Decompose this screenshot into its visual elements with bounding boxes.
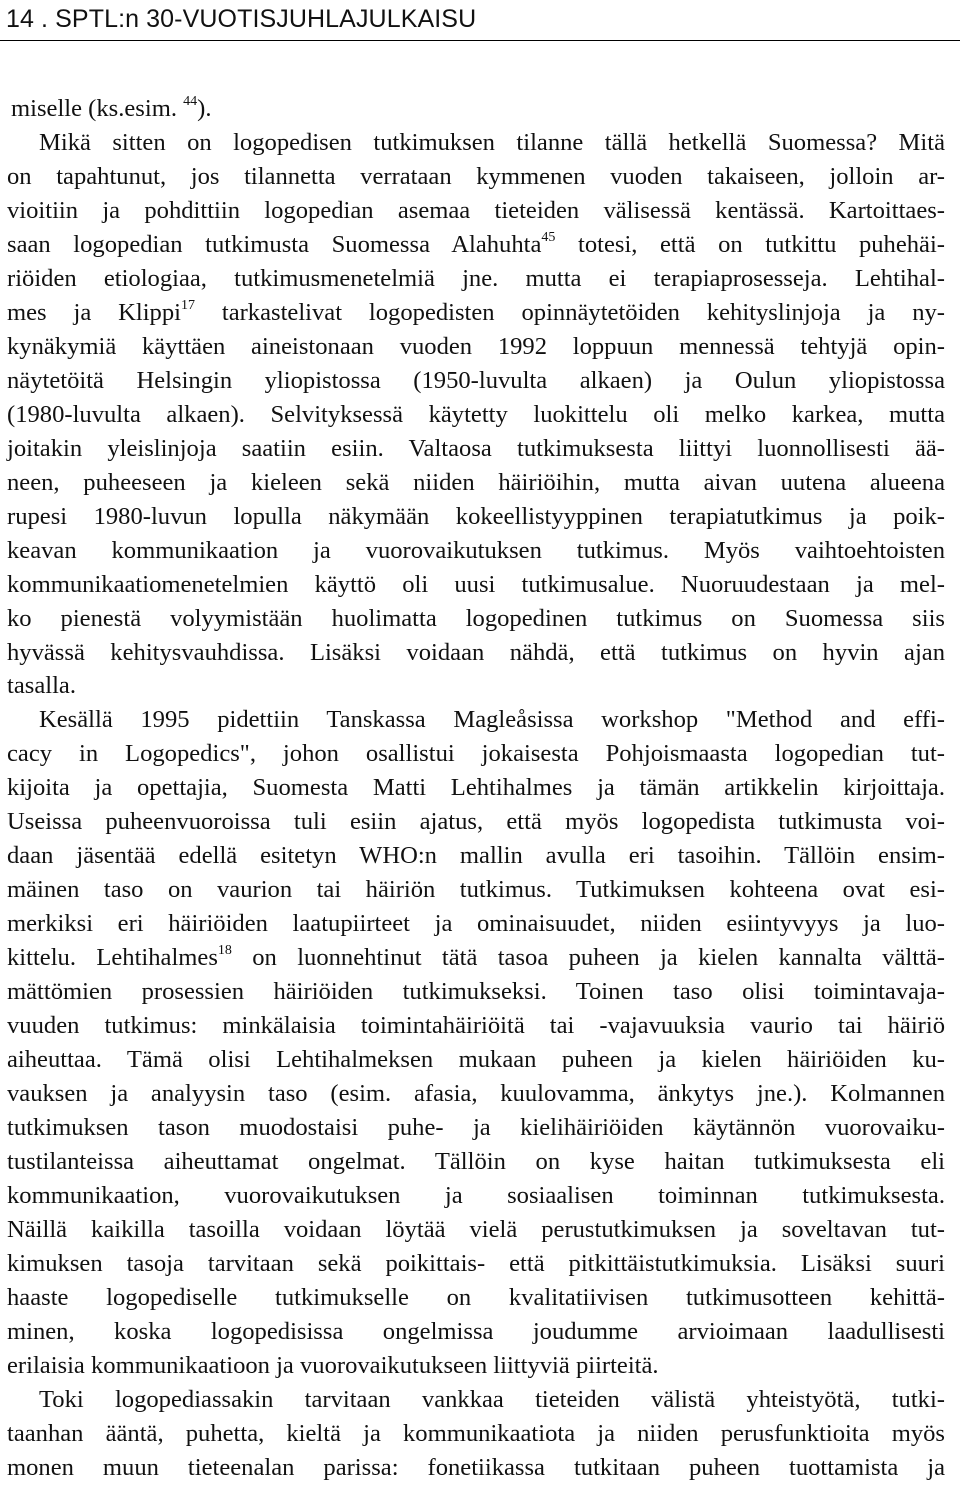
text-line: taanhan ääntä, puhetta, kieltä ja kommunikaatiota ja niiden perusfunktioita myös bbox=[7, 1419, 945, 1447]
text-line: merkiksi eri häiriöiden laatupiirteet ja ominaisuudet, niiden esiintyvyys ja luo- bbox=[7, 910, 945, 938]
text-line: keavan kommunikaation ja vuorovaikutuksen tutkimus. Myös vaihtoehtoisten bbox=[7, 536, 945, 564]
text-line: kittelu. Lehtihalmes$^{18}$ on luonnehtinut tätä tasoa puheen ja kielen kannalta välttä- bbox=[7, 943, 945, 972]
footnote-ref: 44 bbox=[183, 94, 198, 109]
text-line: Useissa puheenvuoroissa tuli esiin ajatus, että myös logopedista tutkimusta voi- bbox=[7, 808, 945, 836]
text-line: kynäkymiä käyttäen aineistonaan vuoden 1992 loppuun mennessä tehtyjä opin- bbox=[7, 332, 945, 360]
running-header-title: 14 . SPTL:n 30-VUOTISJUHLAJULKAISU bbox=[6, 5, 477, 33]
text-line: kommunikaatiomenetelmien käyttö oli uusi tutkimusalue. Nuoruudestaan ja mel- bbox=[7, 570, 945, 598]
footnote-ref: 18 bbox=[217, 943, 232, 959]
text-line: Näillä kaikilla tasoilla voidaan löytää vielä perustutkimuksen ja soveltavan tut- bbox=[7, 1215, 945, 1243]
text-line: riöiden etiologiaa, tutkimusmenetelmiä jne. mutta ei terapiaprosesseja. Lehtihal- bbox=[7, 264, 945, 292]
text-line: erilaisia kommunikaatioon ja vuorovaikutukseen liittyviä piirteitä. bbox=[7, 1351, 659, 1379]
text-line: ko pienestä volyymistään huolimatta logopedinen tutkimus on Suomessa siis bbox=[7, 604, 945, 632]
text-line: monen muun tieteenalan parissa: fonetiikassa tutkitaan puheen tuottamista ja bbox=[7, 1453, 945, 1481]
text-line: kimuksen tasoja tarvitaan sekä poikittais- että pitkittäistutkimuksia. Lisäksi suuri bbox=[7, 1249, 945, 1277]
text-line: Kesällä 1995 pidettiin Tanskassa Magleåsissa workshop "Method and effi- bbox=[39, 706, 945, 734]
text-line: Toki logopediassakin tarvitaan vankkaa tieteiden välistä yhteistyötä, tutki- bbox=[39, 1385, 945, 1413]
text-line: mättömien prosessien häiriöiden tutkimukseksi. Toinen taso olisi toimintavaja- bbox=[7, 978, 945, 1006]
body-text bbox=[7, 92, 945, 1485]
text-line: tutkimuksen tason muodostaisi puhe- ja kielihäiriöiden käytännön vuorovaiku- bbox=[7, 1114, 945, 1142]
text-line: saan logopedian tutkimusta Suomessa Alahuhta$^{45}$ totesi, että on tutkittu puhehäi- bbox=[7, 229, 946, 258]
text-line: on tapahtunut, jos tilannetta verrataan kymmenen vuoden takaiseen, jolloin ar- bbox=[7, 162, 945, 190]
text-line: miselle (ks.esim. $^{44}$). bbox=[11, 94, 212, 122]
text-line: rupesi 1980-luvun lopulla näkymään kokeellistyyppinen terapiatutkimus ja poik- bbox=[7, 502, 945, 530]
text-line: daan jäsentää edellä esitetyn WHO:n mallin avulla eri tasoihin. Tällöin ensim- bbox=[7, 842, 945, 870]
text-line: hyvässä kehitysvauhdissa. Lisäksi voidaan nähdä, että tutkimus on hyvin ajan bbox=[7, 638, 945, 666]
text-line: haaste logopediselle tutkimukselle on kvalitatiivisen tutkimusotteen kehittä- bbox=[7, 1283, 945, 1311]
text-line: Mikä sitten on logopedisen tutkimuksen tilanne tällä hetkellä Suomessa? Mitä bbox=[39, 128, 945, 156]
text-line: vuuden tutkimus: minkälaisia toimintahäiriöitä tai -vajavuuksia vaurio tai häiriö bbox=[7, 1012, 945, 1040]
text-line: mäinen taso on vaurion tai häiriön tutkimus. Tutkimuksen kohteena ovat esi- bbox=[7, 876, 945, 904]
text-line: kijoita ja opettajia, Suomesta Matti Lehtihalmes ja tämän artikkelin kirjoittaja. bbox=[7, 774, 945, 802]
text-line: minen, koska logopedisissa ongelmissa joudumme arvioimaan laadullisesti bbox=[7, 1317, 945, 1345]
text-line: joitakin yleislinjoja saatiin esiin. Valtaosa tutkimuksesta liittyi luonnollisesti ää- bbox=[7, 434, 945, 462]
running-header bbox=[0, 0, 960, 41]
text-line: näytetöitä Helsingin yliopistossa (1950-luvulta alkaen) ja Oulun yliopistossa bbox=[7, 366, 945, 394]
text-line: aiheuttaa. Tämä olisi Lehtihalmeksen mukaan puheen ja kielen häiriöiden ku- bbox=[7, 1046, 945, 1074]
text-line: tasalla. bbox=[7, 672, 76, 700]
footnote-ref: 17 bbox=[180, 297, 195, 313]
text-line: (1980-luvulta alkaen). Selvityksessä käytetty luokittelu oli melko karkea, mutta bbox=[7, 400, 945, 428]
text-line: vauksen ja analyysin taso (esim. afasia, kuulovamma, änkytys jne.). Kolmannen bbox=[7, 1080, 945, 1108]
text-line: tustilanteissa aiheuttamat ongelmat. Tällöin on kyse haitan tutkimuksesta eli bbox=[7, 1148, 945, 1176]
text-line: kommunikaation, vuorovaikutuksen ja sosiaalisen toiminnan tutkimuksesta. bbox=[7, 1182, 945, 1209]
text-line: cacy in Logopedics", johon osallistui jokaisesta Pohjoismaasta logopedian tut- bbox=[7, 740, 945, 768]
text-line: neen, puheeseen ja kieleen sekä niiden häiriöihin, mutta aivan uutena alueena bbox=[7, 468, 945, 496]
text-line: vioitiin ja pohdittiin logopedian asemaa tieteiden välisessä kentässä. Kartoittaes- bbox=[7, 196, 945, 224]
footnote-ref: 45 bbox=[541, 229, 556, 245]
text-line: mes ja Klippi$^{17}$ tarkastelivat logopedisten opinnäytetöiden kehityslinjoja ja ny- bbox=[7, 297, 945, 326]
